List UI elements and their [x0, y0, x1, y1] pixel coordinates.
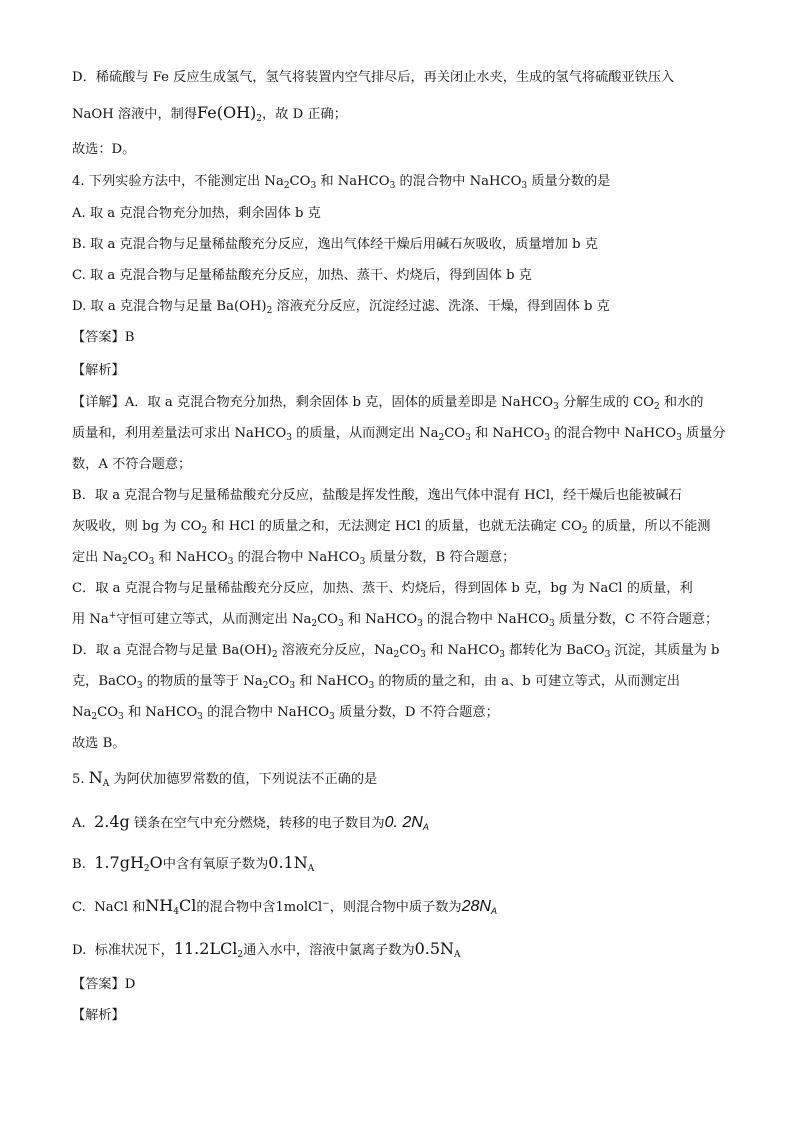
formula: [145, 896, 196, 915]
text-span: 和 NaHCO: [154, 550, 228, 565]
text-span: 的混合物中 NaHCO: [233, 550, 360, 565]
text-span: 质量分数，C 不符合题意；: [554, 612, 719, 627]
q4-detail-a-line2: [72, 424, 734, 444]
text-span: CO: [317, 612, 338, 627]
superscript: −: [322, 899, 330, 909]
text-span: 质量分数，D 不符合题意；: [334, 705, 499, 720]
symbol-main: N: [88, 768, 103, 787]
text-span: 的质量，从而测定出 Na: [291, 426, 439, 441]
superscript: +: [108, 611, 117, 621]
subscript: 3: [227, 557, 234, 567]
text-span: 溶液充分反应，Na: [277, 643, 394, 658]
text-span: 和 NaHCO: [470, 426, 545, 441]
text-span: CO: [399, 643, 421, 658]
subscript: 3: [548, 619, 555, 629]
text-span: 的物质的量之和，由 a、b 可建立等式，从而测定出: [374, 674, 680, 689]
q3-option-d-explanation-line1: D．稀硫酸与 Fe 反应生成氢气，氢气将装置内空气排尽后，再关闭止水夹，生成的氢气将硫酸亚铁压入: [72, 70, 675, 85]
formula: [415, 939, 461, 958]
q5-option-c: [72, 896, 734, 918]
text-span: 定出 Na: [72, 550, 122, 565]
q4-option-c: C. 取 a 克混合物与足量稀盐酸充分反应，加热、蒸干、灼烧后，得到固体 b 克: [72, 268, 532, 283]
formula-main: O: [149, 853, 163, 872]
subscript: 3: [553, 402, 559, 412]
subscript: 3: [389, 181, 396, 191]
q5-option-d: [72, 939, 734, 961]
formula: [174, 939, 243, 958]
formula: [268, 853, 314, 872]
subscript: A: [490, 906, 497, 916]
text-span: 和 NaHCO: [316, 174, 390, 189]
q4-stem: [72, 172, 734, 192]
q5-answer: 【答案】D: [72, 977, 136, 992]
text-span: 沉淀，其质量为 b: [610, 643, 720, 658]
subscript: 3: [338, 619, 344, 629]
text-span: ，则混合物中质子数为: [329, 900, 462, 915]
subscript: 3: [544, 433, 550, 443]
subscript: 3: [286, 433, 292, 443]
q4-option-d: [72, 297, 734, 317]
subscript: 2: [393, 650, 400, 660]
text-span: Na: [72, 705, 92, 720]
option-label: C.: [72, 900, 86, 915]
q4-option-a: A. 取 a 克混合物充分加热，剩余固体 b 克: [72, 206, 321, 221]
subscript: 2: [283, 181, 290, 191]
formula-main: 28N: [461, 898, 491, 915]
q4-option-b: B. 取 a 克混合物与足量稀盐酸充分反应，逸出气体经干燥后用碱石灰吸收，质量增加 b 克: [72, 237, 598, 252]
formula-main: 0.5N: [414, 939, 455, 958]
text-span: 灰吸收，则 bg 为 CO: [72, 519, 202, 534]
formula: [385, 814, 429, 831]
text-span: 和 HCl 的质量之和，无法测定 HCl 的质量，也就无法确定 CO: [207, 519, 582, 534]
formula-main: 0.1N: [268, 853, 308, 872]
subscript: 2: [237, 950, 244, 960]
text-span: 标准状况下，: [94, 943, 174, 958]
subscript: 2: [143, 864, 150, 874]
formula-main: Cl: [178, 896, 197, 915]
subscript: 2: [438, 433, 445, 443]
q5-option-b: [72, 853, 734, 875]
text-span: 和 NaHCO: [295, 674, 369, 689]
subscript: 3: [368, 681, 375, 691]
q4-detail-c-line2: [72, 610, 734, 630]
q4-detail-a-line1: [72, 393, 734, 413]
subscript: A: [422, 822, 429, 832]
subscript: 2: [271, 650, 278, 660]
text-span: 中含有氧原子数为: [162, 857, 269, 872]
subscript: 2: [311, 619, 318, 629]
subscript: 3: [289, 681, 296, 691]
text-span: 的混合物中 NaHCO: [395, 174, 522, 189]
text-span: NaCl 和: [94, 900, 146, 915]
subscript: 2: [581, 526, 588, 536]
subscript: 2: [256, 114, 263, 124]
text-span: 都转化为 BaCO: [504, 643, 605, 658]
formula: [197, 103, 262, 122]
formula-main: NH: [145, 896, 174, 915]
subscript: 3: [329, 712, 335, 722]
formula-main: 1.7gH: [94, 853, 144, 872]
text-span: 的质量，所以不能测: [587, 519, 711, 534]
text-span: CO: [289, 174, 311, 189]
q4-detail-d-line2: [72, 672, 734, 692]
subscript: A: [102, 779, 110, 789]
text-span: 为阿伏加德罗常数的值，下列说法不正确的是: [113, 772, 378, 787]
q4-conclusion: 故选 B。: [72, 736, 126, 751]
text-span: 和 NaHCO: [425, 643, 500, 658]
subscript: 3: [197, 712, 203, 722]
q4-detail-b-line1: B．取 a 克混合物与足量稀盐酸充分反应，盐酸是挥发性酸，逸出气体中混有 HCl，经干燥后也能被碱石: [72, 488, 682, 503]
formula-main: 11.2LCl: [173, 939, 238, 958]
q3-conclusion: 故选：D。: [72, 142, 136, 157]
text-span: 质量和，利用差量法可求出 NaHCO: [72, 426, 287, 441]
formula: [462, 898, 497, 915]
q4-detail-b-line3: [72, 548, 734, 568]
text-span: 的物质的量等于 Na: [142, 674, 263, 689]
subscript: 3: [417, 619, 423, 629]
option-label: D.: [72, 943, 87, 958]
text-span: 【详解】A．取 a 克混合物充分加热，剩余固体 b 克，固体的质量差即是 NaHCO: [72, 395, 554, 410]
q4-detail-c-line1: C．取 a 克混合物与足量稀盐酸充分反应，加热、蒸干、灼烧后，得到固体 b 克，bg 为 NaCl 的质量，利: [72, 581, 693, 596]
subscript: 2: [266, 306, 273, 316]
text-span: CO: [127, 550, 149, 565]
question-number: 5.: [72, 772, 85, 787]
q4-detail-d-line1: [72, 641, 734, 661]
text-span: 的混合物中 NaHCO: [422, 612, 549, 627]
formula: [275, 900, 329, 915]
subscript: 2: [654, 402, 660, 412]
subscript: 2: [201, 526, 208, 536]
q4-analysis-heading: 【解析】: [72, 363, 125, 378]
subscript: 3: [359, 557, 366, 567]
text-span: CO: [268, 674, 290, 689]
text-span: 和 NaHCO: [123, 705, 198, 720]
q4-answer: 【答案】B: [72, 330, 135, 345]
text-span: 溶液充分反应，沉淀经过滤、洗涤、干燥，得到固体 b 克: [272, 299, 610, 314]
subscript: 3: [676, 433, 682, 443]
formula-main: 1molCl: [275, 900, 323, 915]
q4-detail-b-line2: [72, 517, 734, 537]
q5-stem: [72, 768, 734, 790]
text-span: 质量分数的是: [527, 174, 611, 189]
subscript: 4: [173, 907, 179, 917]
text-span: D．取 a 克混合物与足量 Ba(OH): [72, 643, 272, 658]
text-span: 的混合物中 NaHCO: [202, 705, 330, 720]
subscript: A: [307, 864, 315, 874]
subscript: 3: [136, 681, 143, 691]
text-span: 通入水中，溶液中氯离子数为: [243, 943, 415, 958]
subscript: A: [454, 950, 461, 960]
subscript: 3: [420, 650, 426, 660]
text-span: CO: [444, 426, 466, 441]
formula: [94, 853, 163, 872]
text-span: 克，BaCO: [72, 674, 137, 689]
text-span: 的混合物中含: [196, 900, 276, 915]
text-span: 的混合物中 NaHCO: [549, 426, 677, 441]
formula: 2.4g: [94, 812, 130, 831]
na-symbol: [89, 768, 110, 787]
text-span: ，故 D 正确；: [262, 107, 347, 122]
subscript: 2: [91, 712, 98, 722]
option-label: B.: [72, 857, 86, 872]
text-span: 质量分数，B 符合题意；: [365, 550, 516, 565]
subscript: 3: [521, 181, 528, 191]
q3-option-d-explanation-line2: [72, 103, 734, 125]
formula-main: 0. 2N: [384, 814, 423, 831]
text-span: 和 NaHCO: [343, 612, 418, 627]
formula-main: Fe(OH): [197, 103, 257, 122]
subscript: 3: [148, 557, 155, 567]
q4-detail-d-line3: [72, 703, 734, 723]
subscript: 3: [604, 650, 611, 660]
subscript: 3: [465, 433, 471, 443]
option-label: A.: [72, 816, 86, 831]
q4-detail-a-line3: 数，A 不符合题意；: [72, 457, 192, 472]
text-span: 镁条在空气中充分燃烧，转移的电子数目为: [129, 816, 385, 831]
text-span: 质量分: [681, 426, 726, 441]
text-span: 和水的: [659, 395, 704, 410]
text-span: 4. 下列实验方法中，不能测定出 Na: [72, 174, 284, 189]
text-span: D. 取 a 克混合物与足量 Ba(OH): [72, 299, 267, 314]
subscript: 3: [118, 712, 124, 722]
subscript: 2: [121, 557, 128, 567]
subscript: 3: [499, 650, 505, 660]
q5-analysis-heading: 【解析】: [72, 1008, 125, 1023]
subscript: 2: [262, 681, 269, 691]
text-span: 守恒可建立等式，从而测定出 Na: [116, 612, 312, 627]
subscript: 3: [310, 181, 317, 191]
text-span: 分解生成的 CO: [558, 395, 654, 410]
text-span: CO: [97, 705, 119, 720]
text-span: NaOH 溶液中，制得: [72, 107, 198, 122]
q5-option-a: [72, 812, 734, 834]
text-span: 用 Na: [72, 612, 109, 627]
